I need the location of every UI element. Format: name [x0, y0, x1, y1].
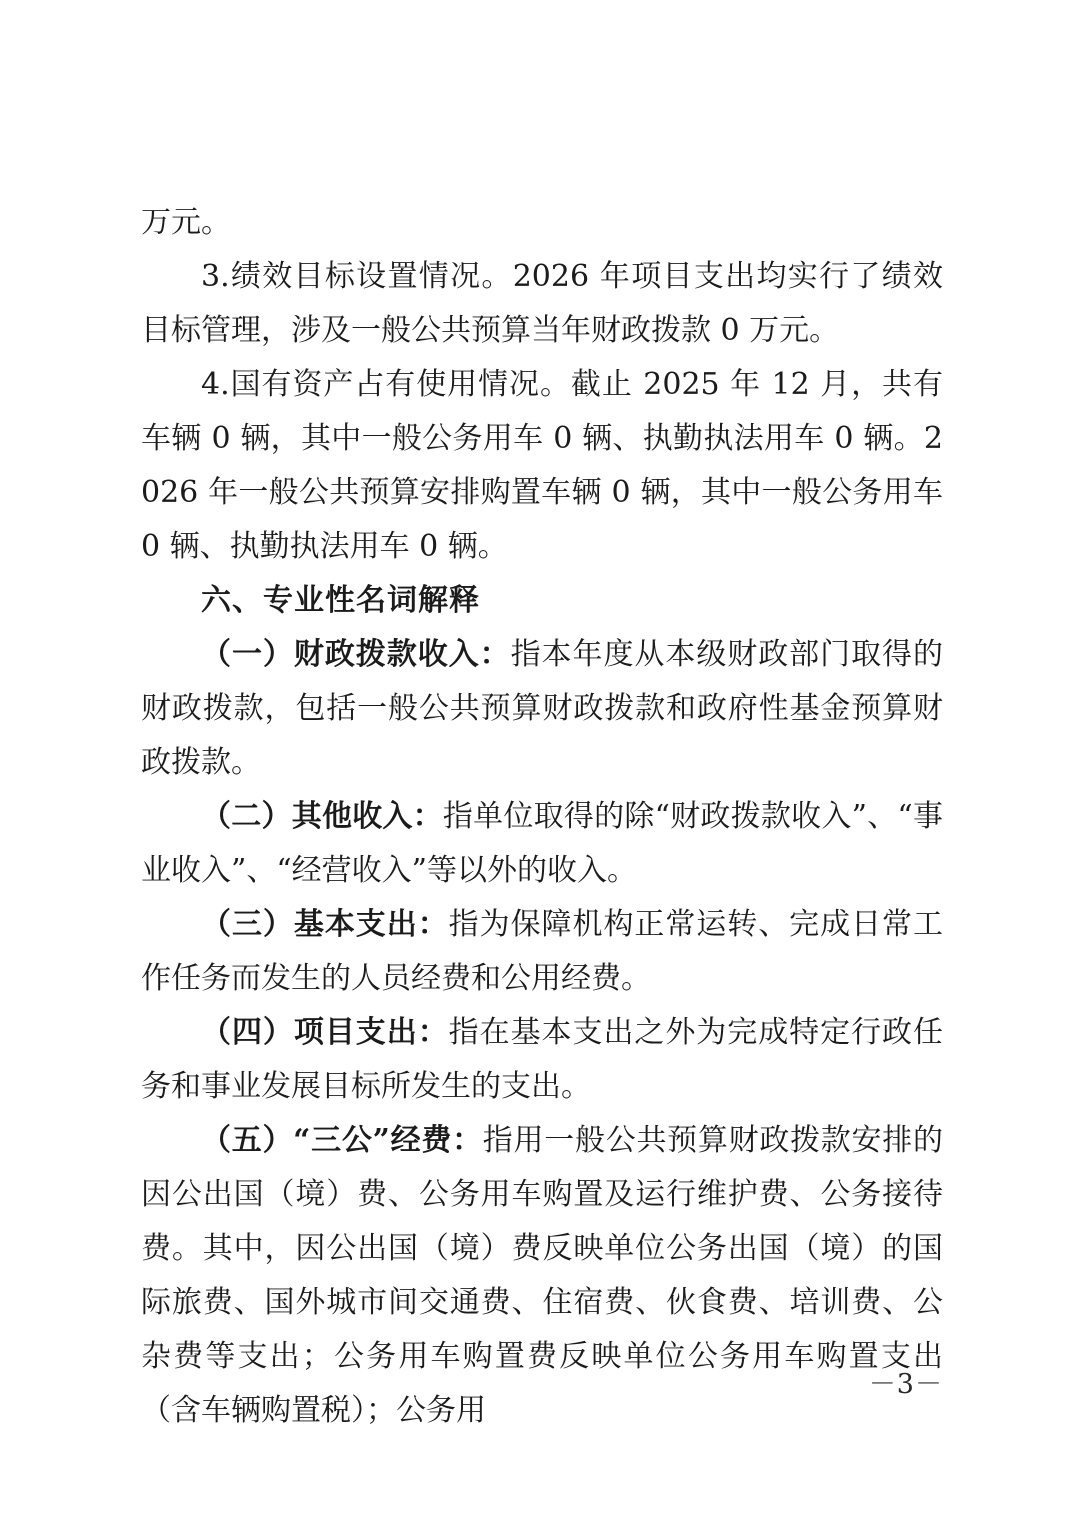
definition-term-text: 指单位取得的除“财政拨款收入”、“事业收入”、“经营收入”等以外的收入。 — [141, 799, 944, 888]
definition-term-label: （五）“三公”经费： — [201, 1123, 483, 1158]
definition-other-income — [141, 790, 943, 898]
document-body — [141, 196, 943, 1438]
paragraph-performance-targets: 3.绩效目标设置情况。2026 年项目支出均实行了绩效目标管理，涉及一般公共预算当年财政拨款 0 万元。 — [141, 259, 943, 348]
paragraph-state-assets: 4.国有资产占有使用情况。截止 2025 年 12 月，共有车辆 0 辆，其中一般公务用车 0 辆、执勤执法用车 0 辆。2026 年一般公共预算安排购置车辆 0 辆，其中一般公务用车 0 辆、执勤执法用车 0 辆。 — [141, 367, 943, 564]
definition-term-label: （三）基本支出： — [201, 907, 449, 942]
section-heading-terminology: 六、专业性名词解释 — [201, 583, 480, 618]
definition-term-text: 指用一般公共预算财政拨款安排的因公出国（境）费、公务用车购置及运行维护费、公务接待费。其中，因公出国（境）费反映单位公务出国（境）的国际旅费、国外城市间交通费、住宿费、伙食费、培训费、公杂费等支出；公务用车购置费反映单位公务用车购置支出（含车辆购置税）；公务用 — [141, 1123, 943, 1428]
definition-fiscal-appropriation-income — [141, 628, 943, 790]
definition-term-label: （四）项目支出： — [201, 1015, 449, 1050]
page-number: －3－ — [868, 1369, 943, 1400]
paragraph-continuation-wanyuan: 万元。 — [141, 205, 231, 240]
definition-term-text: 指为保障机构正常运转、完成日常工作任务而发生的人员经费和公用经费。 — [141, 907, 944, 996]
definition-basic-expenditure — [141, 898, 943, 1006]
definition-term-label: （一）财政拨款收入： — [201, 637, 511, 672]
definition-three-public-expenses — [141, 1114, 943, 1438]
definition-term-label: （二）其他收入： — [201, 799, 443, 834]
definition-project-expenditure — [141, 1006, 943, 1114]
definition-term-text: 指在基本支出之外为完成特定行政任务和事业发展目标所发生的支出。 — [141, 1015, 944, 1104]
definition-term-text: 指本年度从本级财政部门取得的财政拨款，包括一般公共预算财政拨款和政府性基金预算财政拨款。 — [141, 637, 944, 780]
